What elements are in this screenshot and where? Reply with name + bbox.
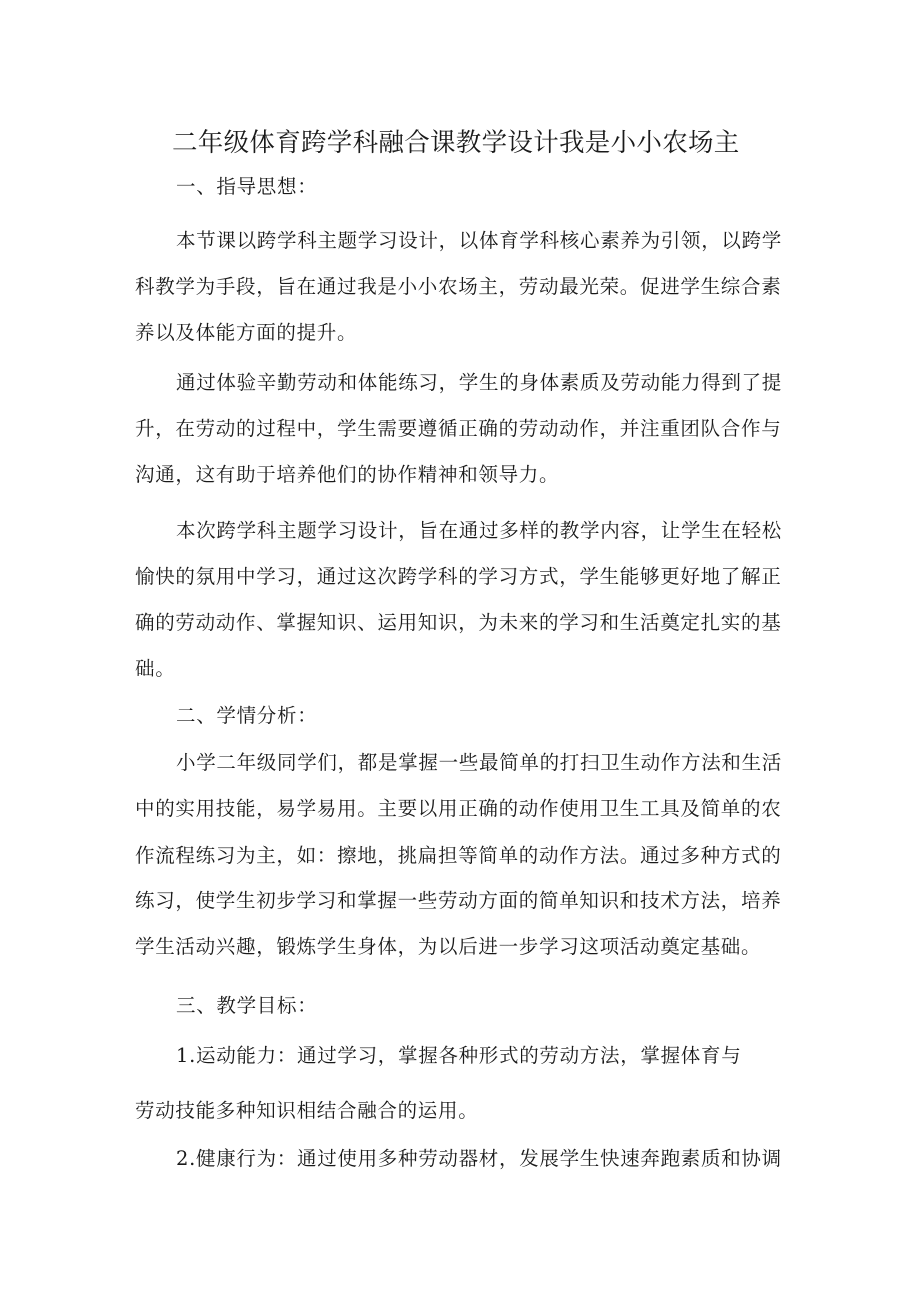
document-title: 二年级体育跨学科融合课教学设计我是小小农场主 xyxy=(172,128,740,158)
paragraph-line: 沟通，这有助于培养他们的协作精神和领导力。 xyxy=(135,463,560,486)
objective-line: 2.健康行为：通过使用多种劳动器材，发展学生快速奔跑素质和协调 xyxy=(176,1147,782,1170)
paragraph-line: 练习，使学生初步学习和掌握一些劳动方面的简单知识和技术方法，培养 xyxy=(135,889,782,912)
paragraph-line: 确的劳动动作、掌握知识、运用知识，为未来的学习和生活奠定扎实的基 xyxy=(135,611,782,634)
paragraph-line: 小学二年级同学们，都是掌握一些最简单的打扫卫生动作方法和生活 xyxy=(176,751,783,774)
objective-line: 劳动技能多种知识相结合融合的运用。 xyxy=(135,1099,479,1122)
paragraph-line: 愉快的氛用中学习，通过这次跨学科的学习方式，学生能够更好地了解正 xyxy=(135,565,782,588)
paragraph-line: 科教学为手段，旨在通过我是小小农场主，劳动最光荣。促进学生综合素 xyxy=(135,275,782,298)
paragraph-line: 本节课以跨学科主题学习设计，以体育学科核心素养为引领，以跨学 xyxy=(176,229,783,252)
paragraph-line: 升，在劳动的过程中，学生需要遵循正确的劳动动作，并注重团队合作与 xyxy=(135,417,782,440)
section-heading-guiding-ideology: 一、指导思想： xyxy=(176,175,318,198)
paragraph-line: 中的实用技能，易学易用。主要以用正确的动作使用卫生工具及简单的农 xyxy=(135,797,782,820)
objective-line: 1.运动能力：通过学习，掌握各种形式的劳动方法，掌握体育与 xyxy=(176,1044,742,1067)
paragraph-line: 通过体验辛勤劳动和体能练习，学生的身体素质及劳动能力得到了提 xyxy=(176,371,783,394)
section-heading-teaching-objectives: 三、教学目标： xyxy=(176,994,318,1017)
section-heading-learning-analysis: 二、学情分析： xyxy=(176,704,318,727)
paragraph-line: 养以及体能方面的提升。 xyxy=(135,321,358,344)
paragraph-line: 作流程练习为主，如：擦地，挑扁担等简单的动作方法。通过多种方式的 xyxy=(135,844,782,867)
paragraph-line: 本次跨学科主题学习设计，旨在通过多样的教学内容，让学生在轻松 xyxy=(176,519,783,542)
paragraph-line: 础。 xyxy=(135,657,176,680)
paragraph-line: 学生活动兴趣，锻炼学生身体，为以后进一步学习这项活动奠定基础。 xyxy=(135,935,762,958)
